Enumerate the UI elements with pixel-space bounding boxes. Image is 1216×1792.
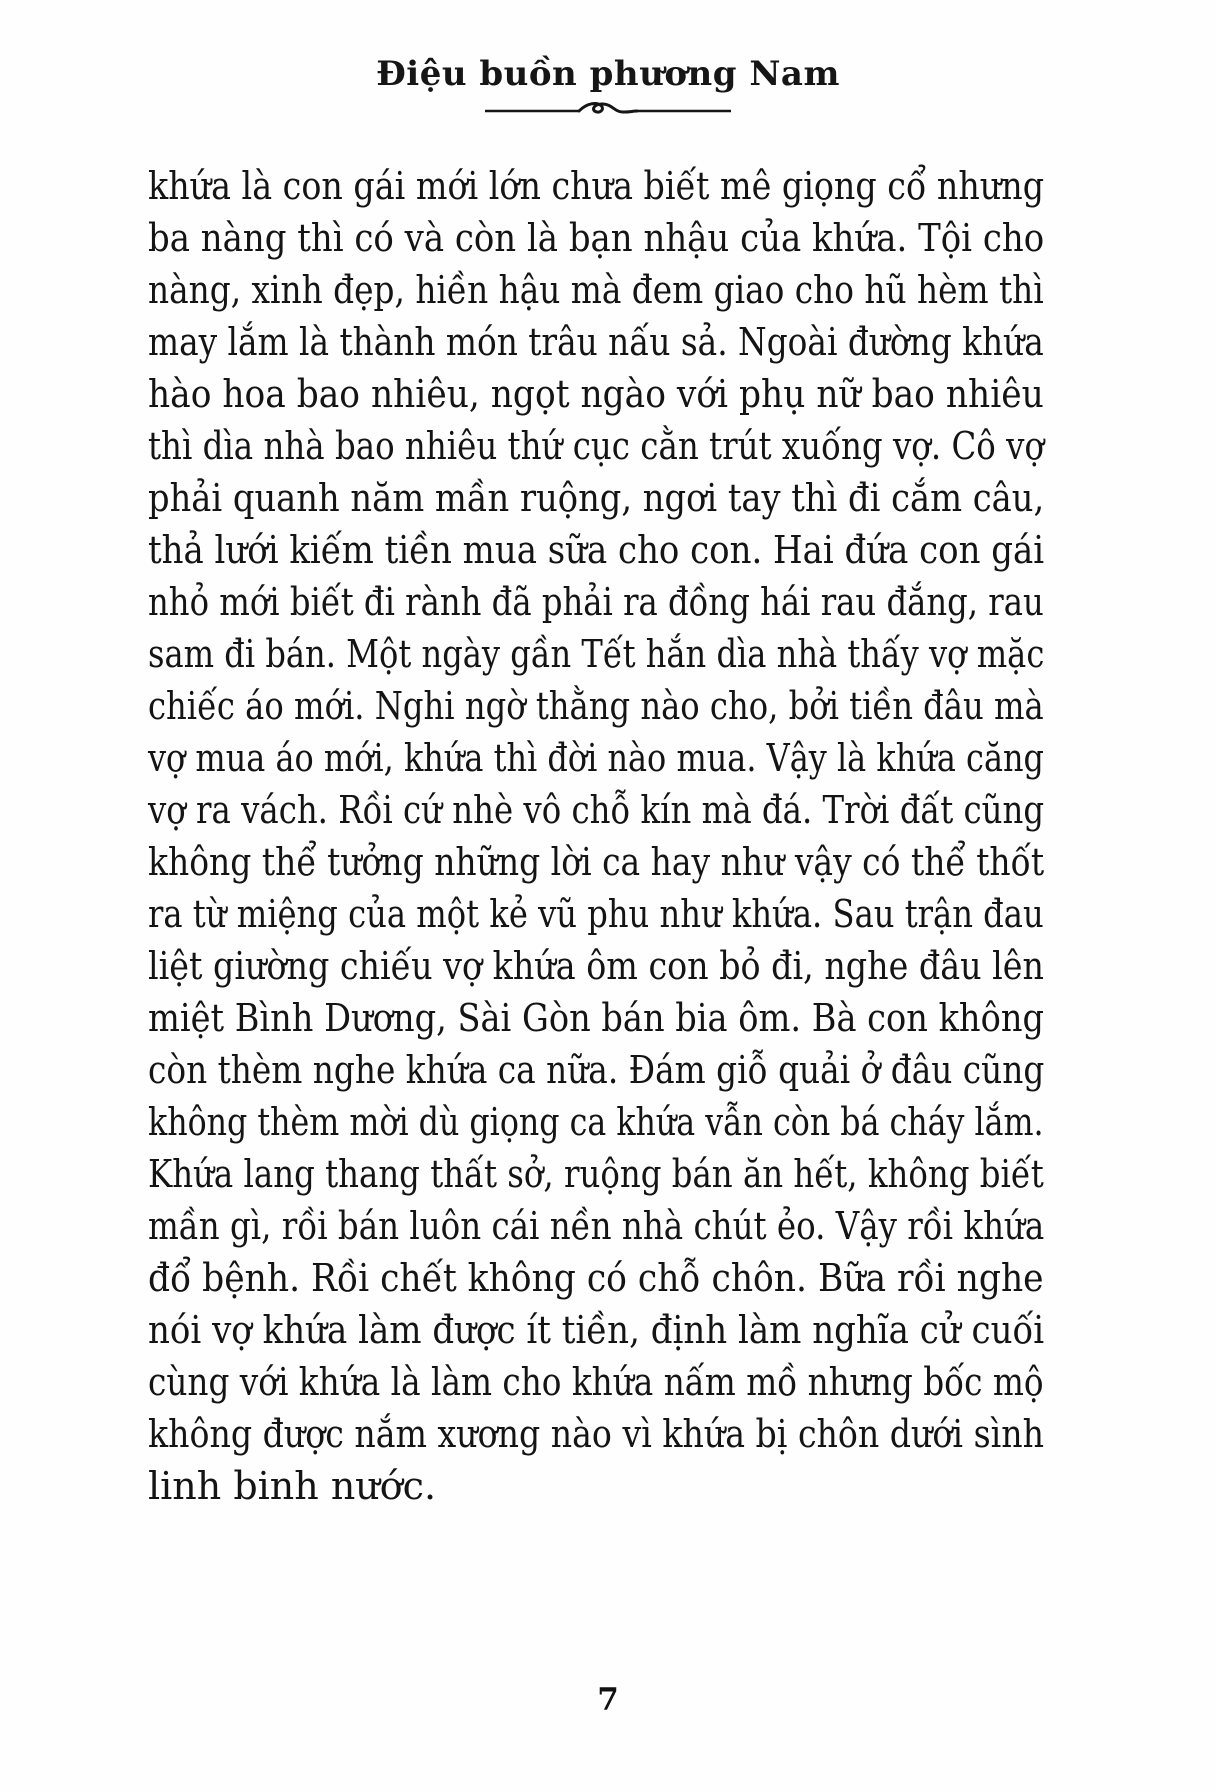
paragraph-line: nói vợ khứa làm được ít tiền, định làm nghĩa cử cuối [148, 1308, 1045, 1352]
paragraph-line: sam đi bán. Một ngày gần Tết hắn dìa nhà thấy vợ mặc [148, 632, 1045, 676]
paragraph-line: khứa là con gái mới lớn chưa biết mê giọng cổ nhưng [148, 164, 1045, 208]
page-number: 7 [597, 1682, 619, 1718]
paragraph-line: Khứa lang thang thất sở, ruộng bán ăn hết, không biết [148, 1152, 1044, 1196]
page-header [0, 54, 1216, 120]
paragraph-line: vợ ra vách. Rồi cứ nhè vô chỗ kín mà đá. Trời đất cũng [148, 788, 1045, 832]
paragraph-line: hào hoa bao nhiêu, ngọt ngào với phụ nữ bao nhiêu [148, 372, 1044, 416]
paragraph-line: không thèm mời dù giọng ca khứa vẫn còn bá cháy lắm. [148, 1100, 1044, 1144]
paragraph-line: nhỏ mới biết đi rành đã phải ra đồng hái rau đắng, rau [148, 580, 1044, 624]
paragraph-line: không thể tưởng những lời ca hay như vậy có thể thốt [148, 840, 1045, 884]
paragraph-line: nàng, xinh đẹp, hiền hậu mà đem giao cho hũ hèm thì [148, 268, 1044, 312]
paragraph-line: không được nắm xương nào vì khứa bị chôn dưới sình [148, 1412, 1044, 1456]
paragraph-line: linh binh nước. [148, 1464, 437, 1508]
chapter-title: Điệu buồn phương Nam [376, 54, 840, 94]
paragraph-line: thả lưới kiếm tiền mua sữa cho con. Hai đứa con gái [148, 528, 1045, 572]
paragraph-line: thì dìa nhà bao nhiêu thứ cục cằn trút xuống vợ. Cô vợ [148, 424, 1045, 468]
paragraph-line: liệt giường chiếu vợ khứa ôm con bỏ đi, nghe đâu lên [148, 944, 1044, 988]
flourish-divider-icon [0, 98, 1216, 120]
paragraph-line: chiếc áo mới. Nghi ngờ thằng nào cho, bởi tiền đâu mà [148, 684, 1044, 728]
page-footer [0, 1682, 1216, 1718]
paragraph-line: miệt Bình Dương, Sài Gòn bán bia ôm. Bà con không [148, 996, 1044, 1040]
paragraph-line: vợ mua áo mới, khứa thì đời nào mua. Vậy là khứa căng [148, 736, 1045, 780]
paragraph-line: ra từ miệng của một kẻ vũ phu như khứa. Sau trận đau [148, 892, 1044, 936]
paragraph-line: còn thèm nghe khứa ca nữa. Đám giỗ quải ở đâu cũng [148, 1048, 1045, 1092]
body-text [148, 160, 1044, 1512]
paragraph-line: ba nàng thì có và còn là bạn nhậu của khứa. Tội cho [148, 216, 1045, 260]
paragraph-line: phải quanh năm mần ruộng, ngơi tay thì đi cắm câu, [148, 476, 1045, 520]
paragraph-line: cùng với khứa là làm cho khứa nấm mồ nhưng bốc mộ [148, 1360, 1044, 1404]
paragraph-line: mần gì, rồi bán luôn cái nền nhà chút ẻo. Vậy rồi khứa [148, 1204, 1045, 1248]
paragraph-line: đổ bệnh. Rồi chết không có chỗ chôn. Bữa rồi nghe [148, 1256, 1044, 1300]
paragraph-line: may lắm là thành món trâu nấu sả. Ngoài đường khứa [148, 320, 1044, 364]
